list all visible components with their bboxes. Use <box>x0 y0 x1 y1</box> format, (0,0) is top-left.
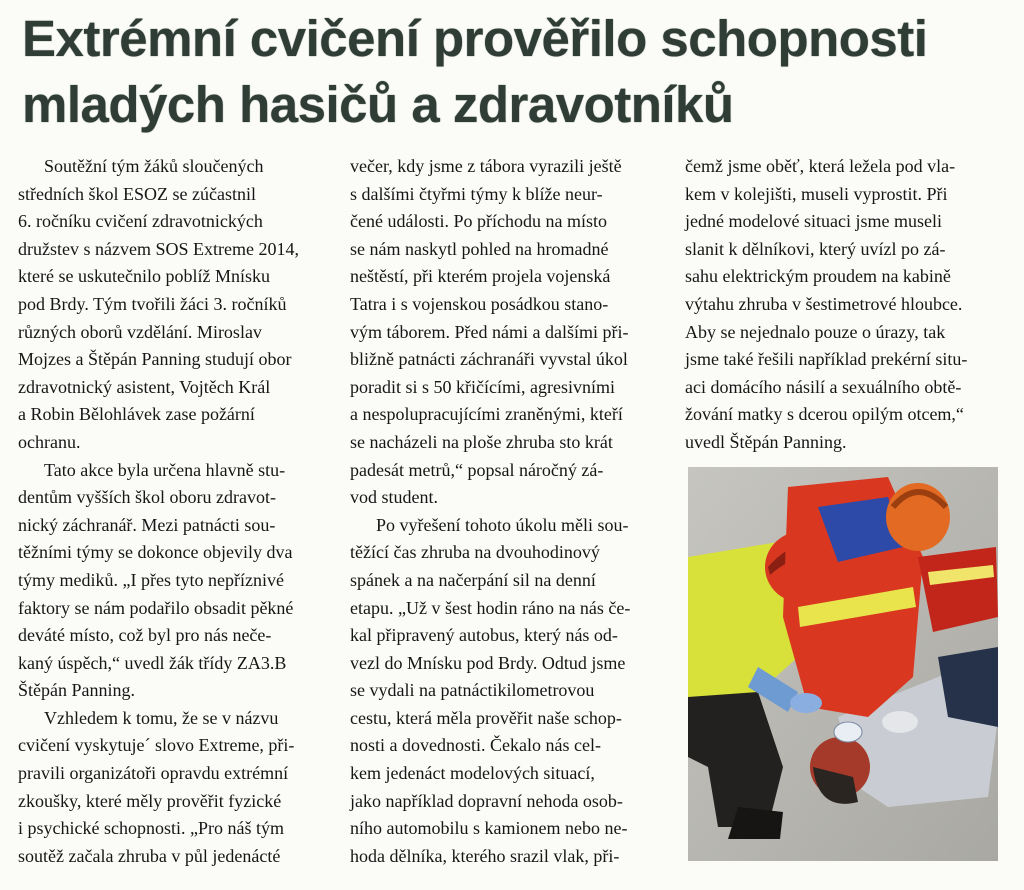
text-line: kem jedenáct modelových situací, <box>350 763 595 784</box>
text-line: týmy mediků. „I přes tyto nepříznivé <box>18 569 284 590</box>
text-line: těžními týmy se dokonce objevily dva <box>18 542 293 563</box>
text-line: jedné modelové situaci jsme museli <box>685 211 942 232</box>
article-headline <box>22 6 1012 138</box>
text-line: Štěpán Panning. <box>18 680 135 701</box>
text-line: poradit si s 50 křičícími, agresivními <box>350 376 615 397</box>
text-line: které se uskutečnilo poblíž Mnísku <box>18 266 270 287</box>
text-line: deváté místo, což byl pro nás neče- <box>18 625 272 646</box>
text-line: a nespolupracujícími zraněnými, kteří <box>350 404 623 425</box>
text-line: středních škol ESOZ se zúčastnil <box>18 183 256 204</box>
text-line: s dalšími čtyřmi týmy k blíže neur- <box>350 183 603 204</box>
text-line: jako například dopravní nehoda osob- <box>350 790 623 811</box>
text-line: nický záchranář. Mezi patnácti sou- <box>18 514 276 535</box>
text-line: Mojzes a Štěpán Panning studují obor <box>18 349 292 370</box>
text-line: se nacházeli na ploše zhruba sto krát <box>350 431 613 452</box>
text-line: i psychické schopnosti. „Pro náš tým <box>18 818 284 839</box>
text-line: zkoušky, které měly prověřit fyzické <box>18 790 282 811</box>
text-line: vod student. <box>350 487 438 508</box>
text-line: Aby se nejednalo pouze o úrazy, tak <box>685 321 946 342</box>
text-line: spánek a na načerpání sil na denní <box>350 569 596 590</box>
text-line: faktory se nám podařilo obsadit pěkné <box>18 597 294 618</box>
text-line: nosti a dovednosti. Čekalo nás cel- <box>350 735 601 756</box>
text-line: se vydali na patnáctikilometrovou <box>350 680 595 701</box>
headline-line-2: mladých hasičů a zdravotníků <box>22 76 734 133</box>
text-line: Tatra i s vojenskou posádkou stano- <box>350 293 609 314</box>
article-column-2 <box>350 153 660 870</box>
text-line: neštěstí, při kterém projela vojenská <box>350 266 611 287</box>
text-line: Po vyřešení tohoto úkolu měli sou- <box>376 514 629 535</box>
text-line: cestu, která měla prověřit naše schop- <box>350 707 622 728</box>
text-line: se nám naskytl pohled na hromadné <box>350 238 609 259</box>
text-line: padesát metrů,“ popsal náročný zá- <box>350 459 604 480</box>
text-line: kaný úspěch,“ uvedl žák třídy ZA3.B <box>18 652 287 673</box>
text-line: žování matky s dcerou opilým otcem,“ <box>685 404 964 425</box>
text-line: kal připravený autobus, který nás od- <box>350 625 618 646</box>
text-line: dentům vyšších škol oboru zdravot- <box>18 487 276 508</box>
text-line: výtahu zhruba v šestimetrové hloubce. <box>685 293 963 314</box>
text-line: cvičení vyskytuje´ slovo Extreme, při- <box>18 735 295 756</box>
text-line: ního automobilu s kamionem nebo ne- <box>350 818 628 839</box>
text-line: Soutěžní tým žáků sloučených <box>44 156 264 176</box>
text-line: kem v kolejišti, museli vyprostit. Při <box>685 183 948 204</box>
text-line: 6. ročníku cvičení zdravotnických <box>18 211 263 232</box>
text-line: etapu. „Už v šest hodin ráno na nás če- <box>350 597 631 618</box>
text-line: pravili organizátoři opravdu extrémní <box>18 763 289 784</box>
text-line: družstev s názvem SOS Extreme 2014, <box>18 238 299 259</box>
text-line: pod Brdy. Tým tvořili žáci 3. ročníků <box>18 293 287 314</box>
text-line: čené události. Po příchodu na místo <box>350 211 607 232</box>
article-column-1 <box>18 153 318 870</box>
text-line: bližně patnácti záchranáři vyvstal úkol <box>350 349 628 370</box>
text-line: Tato akce byla určena hlavně stu- <box>44 459 286 480</box>
text-line: soutěž začala zhruba v půl jedenácté <box>18 845 281 866</box>
text-line: vezl do Mnísku pod Brdy. Odtud jsme <box>350 652 626 673</box>
text-line: jsme také řešili například prekérní situ- <box>685 349 968 370</box>
text-line: různých oborů vzdělání. Miroslav <box>18 321 262 342</box>
text-line: uvedl Štěpán Panning. <box>685 431 847 452</box>
text-line: čemž jsme oběť, která ležela pod vla- <box>685 156 956 176</box>
text-line: slanit k dělníkovi, který uvízl po zá- <box>685 238 946 259</box>
text-line: Vzhledem k tomu, že se v názvu <box>44 707 279 728</box>
text-line: zdravotnický asistent, Vojtěch Král <box>18 376 271 397</box>
text-line: večer, kdy jsme z tábora vyrazili ještě <box>350 156 622 176</box>
rescue-exercise-photo <box>688 467 998 861</box>
text-line: těžící čas zhruba na dvouhodinový <box>350 542 600 563</box>
text-line: ochranu. <box>18 431 81 452</box>
text-line: aci domácího násilí a sexuálního obtě- <box>685 376 962 397</box>
text-line: a Robin Bělohlávek zase požární <box>18 404 255 425</box>
text-line: hoda dělníka, kterého srazil vlak, při- <box>350 845 620 866</box>
article-column-3 <box>685 153 1005 457</box>
headline-line-1: Extrémní cvičení prověřilo schopnosti <box>22 10 928 67</box>
text-line: vým táborem. Před námi a dalšími při- <box>350 321 629 342</box>
text-line: sahu elektrickým proudem na kabině <box>685 266 951 287</box>
